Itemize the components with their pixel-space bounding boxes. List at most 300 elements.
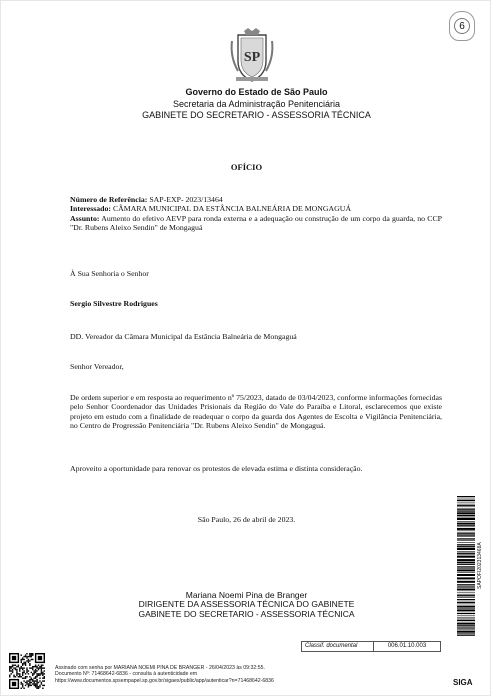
qr-module: [32, 669, 33, 670]
qr-module: [19, 667, 20, 668]
qr-module: [35, 685, 36, 686]
qr-module: [32, 680, 33, 681]
qr-module: [23, 667, 24, 668]
barcode-bar: [457, 613, 475, 614]
qr-module: [25, 663, 26, 664]
qr-module: [36, 675, 37, 676]
qr-module: [31, 672, 32, 673]
barcode-bar: [457, 528, 475, 530]
barcode-bar: [457, 633, 475, 634]
qr-module: [22, 675, 23, 676]
qr-module: [29, 683, 30, 684]
qr-module: [36, 686, 37, 687]
qr-module: [25, 654, 26, 655]
qr-module: [26, 676, 27, 677]
qr-module: [22, 657, 23, 658]
reference-number: [70, 195, 442, 204]
qr-module: [19, 673, 20, 674]
qr-module: [39, 680, 40, 681]
signer-name: Mariana Noemi Pina de Branger: [185, 590, 308, 600]
qr-module: [32, 659, 33, 660]
qr-module: [36, 679, 37, 680]
qr-module: [41, 667, 42, 668]
qr-module: [28, 662, 29, 663]
qr-module: [38, 682, 39, 683]
qr-module: [23, 680, 24, 681]
interested-value: CÂMARA MUNICIPAL DA ESTÂNCIA BALNEÁRIA DE MONGAGUÁ: [111, 204, 352, 213]
qr-module: [29, 654, 30, 655]
qr-module: [9, 667, 10, 668]
page-number: 6: [454, 18, 470, 34]
qr-module: [22, 683, 23, 684]
qr-module: [13, 676, 14, 677]
qr-module: [23, 659, 24, 660]
recipient-name: Sergio Silvestre Rodrigues: [70, 299, 158, 308]
barcode-bar: [457, 604, 475, 605]
qr-module: [22, 686, 23, 687]
barcode-bar: [457, 499, 475, 500]
barcode-bar: [457, 589, 475, 591]
barcode-bar: [457, 559, 475, 561]
qr-module: [38, 673, 39, 674]
barcode-bar: [457, 564, 475, 565]
qr-module: [38, 665, 39, 666]
barcode-bar: [457, 540, 475, 541]
reference-label: Número de Referência:: [70, 195, 148, 204]
footer-line-2: Documento Nº: 71468642-6836 - consulta à autenticidade em: [55, 671, 198, 678]
barcode-bar: [457, 496, 475, 497]
barcode-bar: [457, 555, 475, 556]
qr-module: [13, 667, 14, 668]
subject-label: Assunto:: [70, 214, 100, 223]
qr-module: [41, 683, 42, 684]
barcode-bar: [457, 587, 475, 588]
footer-line-1: Assinado com senha por MARIANA NOEMI PINA DE BRANGER - 26/04/2023 às 09:32:55.: [55, 665, 265, 671]
qr-module: [29, 653, 30, 654]
qr-module: [29, 660, 30, 661]
qr-module: [29, 680, 30, 681]
qr-module: [42, 673, 43, 674]
qr-module: [21, 688, 22, 689]
qr-module: [9, 666, 10, 667]
qr-module: [19, 669, 20, 670]
qr-module: [39, 667, 40, 668]
barcode-bar: [457, 510, 475, 511]
qr-module: [10, 670, 11, 671]
qr-module: [36, 683, 37, 684]
barcode-bar: [457, 536, 475, 537]
qr-finder-module: [38, 656, 42, 660]
interested-party: [70, 204, 442, 213]
barcode-bar: [457, 608, 475, 609]
qr-module: [35, 683, 36, 684]
qr-module: [22, 665, 23, 666]
qr-module: [26, 670, 27, 671]
sao-paulo-coat-of-arms-icon: [228, 27, 276, 83]
qr-module: [42, 688, 43, 689]
qr-module: [26, 680, 27, 681]
qr-module: [36, 676, 37, 677]
siga-logo: SIGA: [453, 678, 473, 687]
qr-module: [38, 675, 39, 676]
barcode-bar: [457, 597, 475, 598]
qr-module: [44, 670, 45, 671]
barcode-bar: [457, 546, 475, 547]
barcode-bar: [457, 628, 475, 629]
qr-module: [29, 682, 30, 683]
header-secretariat: Secretaria da Administração Penitenciária: [172, 99, 341, 109]
qr-module: [33, 677, 34, 678]
qr-module: [13, 675, 14, 676]
qr-module: [39, 673, 40, 674]
qr-module: [31, 677, 32, 678]
barcode-bar: [457, 619, 475, 620]
qr-module: [25, 677, 26, 678]
barcode-bar: [457, 509, 475, 510]
qr-module: [16, 669, 17, 670]
qr-module: [31, 667, 32, 668]
barcode-bar: [457, 523, 475, 525]
barcode-bar: [457, 517, 475, 518]
qr-module: [26, 657, 27, 658]
barcode-bar: [457, 525, 475, 526]
qr-module: [10, 667, 11, 668]
subject-value: Aumento do efetivo AEVP para ronda externa e a adequação ou construção de um corpo da guarda, no CCP "Dr. Rubens Aleixo Sendin" de Mongaguá: [70, 214, 442, 233]
qr-module: [23, 688, 24, 689]
qr-module: [23, 663, 24, 664]
qr-module: [22, 669, 23, 670]
qr-module: [18, 676, 19, 677]
qr-module: [23, 670, 24, 671]
barcode-bar: [457, 507, 475, 508]
barcode-bar: [457, 584, 475, 585]
qr-module: [21, 662, 22, 663]
body-paragraph-1: De ordem superior e em resposta ao requerimento nº 75/2023, datado de 03/04/2023, conforme informações fornecidas pelo Senhor Coordenador das Unidades Prisionais da Região do Vale do Paraíba e Litoral, esclarecemos que existe projeto em estudo com a finalidade de readequar o corpo da guarda dos Agentes de Escolta e Vigilância Penitenciária, no Centro de Progressão Penitenciária "Dr. Rubens Aleixo Sendin" de Mongaguá.: [70, 393, 442, 431]
qr-module: [31, 679, 32, 680]
qr-module: [28, 656, 29, 657]
qr-module: [33, 685, 34, 686]
classification-label: Classif. documental: [301, 641, 374, 652]
qr-module: [21, 666, 22, 667]
barcode-bar: [457, 625, 475, 626]
qr-module: [35, 676, 36, 677]
qr-module: [19, 675, 20, 676]
qr-module: [10, 673, 11, 674]
qr-module: [21, 660, 22, 661]
qr-module: [25, 665, 26, 666]
qr-module: [39, 675, 40, 676]
qr-module: [23, 662, 24, 663]
qr-module: [9, 670, 10, 671]
qr-finder-module: [12, 656, 16, 660]
qr-module: [36, 667, 37, 668]
qr-module: [36, 673, 37, 674]
qr-module: [21, 683, 22, 684]
qr-module: [35, 665, 36, 666]
qr-module: [41, 673, 42, 674]
qr-module: [33, 680, 34, 681]
qr-module: [35, 677, 36, 678]
qr-module: [28, 680, 29, 681]
qr-module: [32, 675, 33, 676]
barcode-bar: [457, 635, 475, 636]
qr-module: [42, 680, 43, 681]
qr-module: [31, 685, 32, 686]
qr-module: [33, 672, 34, 673]
qr-module: [41, 665, 42, 666]
recipient-title: DD. Vereador da Câmara Municipal da Estância Balneária de Mongaguá: [70, 332, 297, 341]
subject: [70, 214, 442, 233]
qr-module: [44, 673, 45, 674]
qr-module: [44, 676, 45, 677]
qr-module: [38, 667, 39, 668]
interested-label: Interessado:: [70, 204, 112, 213]
qr-module: [9, 669, 10, 670]
qr-module: [15, 676, 16, 677]
signer-role: DIRIGENTE DA ASSESSORIA TÉCNICA DO GABINETE: [138, 599, 355, 609]
qr-module: [28, 683, 29, 684]
barcode-text: SAPOFI202313468A: [477, 542, 483, 590]
classification-value: 006.01.10.003: [374, 641, 441, 652]
barcode-bar: [457, 616, 475, 617]
qr-module: [29, 679, 30, 680]
qr-module: [26, 653, 27, 654]
qr-module: [25, 685, 26, 686]
barcode-bar: [457, 548, 475, 550]
qr-module: [22, 685, 23, 686]
qr-module: [28, 659, 29, 660]
qr-module: [19, 676, 20, 677]
qr-module: [31, 659, 32, 660]
qr-module: [42, 675, 43, 676]
qr-module: [38, 669, 39, 670]
place-date: São Paulo, 26 de abril de 2023.: [197, 515, 296, 524]
qr-module: [39, 666, 40, 667]
qr-module: [16, 673, 17, 674]
qr-module: [23, 677, 24, 678]
qr-module: [39, 677, 40, 678]
qr-module: [25, 682, 26, 683]
barcode-bar: [457, 534, 475, 535]
qr-module: [33, 682, 34, 683]
qr-module: [35, 670, 36, 671]
barcode-bar: [457, 566, 475, 567]
qr-module: [16, 670, 17, 671]
qr-module: [22, 673, 23, 674]
barcode-bar: [457, 620, 475, 621]
barcode-bar: [457, 544, 475, 545]
qr-module: [26, 682, 27, 683]
qr-module: [26, 656, 27, 657]
qr-module: [22, 667, 23, 668]
qr-module: [33, 683, 34, 684]
qr-module: [32, 673, 33, 674]
barcode-bar: [457, 521, 475, 522]
barcode-bar: [457, 518, 475, 520]
qr-module: [33, 666, 34, 667]
barcode-bar: [457, 618, 475, 619]
qr-module: [29, 665, 30, 666]
barcode-bar: [457, 572, 475, 573]
qr-module: [9, 675, 10, 676]
barcode-bar: [457, 606, 475, 608]
qr-module: [25, 676, 26, 677]
qr-module: [29, 667, 30, 668]
header-government: Governo do Estado de São Paulo: [185, 87, 328, 97]
qr-module: [42, 665, 43, 666]
qr-module: [25, 656, 26, 657]
barcode-bar: [457, 594, 475, 595]
qr-module: [12, 669, 13, 670]
qr-finder-module: [12, 682, 16, 686]
barcode-bar: [457, 581, 475, 583]
qr-module: [21, 659, 22, 660]
qr-module: [36, 670, 37, 671]
qr-module: [42, 685, 43, 686]
barcode-bar: [457, 631, 475, 633]
qr-module: [33, 673, 34, 674]
footer-verification-link[interactable]: https://www.documentos.spsempapel.sp.gov.br/sigaex/public/app/autenticar?n=71468642-6836: [55, 677, 274, 684]
qr-module: [21, 654, 22, 655]
qr-module: [36, 688, 37, 689]
barcode-bar: [457, 574, 475, 576]
qr-module: [35, 672, 36, 673]
qr-module: [21, 667, 22, 668]
barcode-bar: [457, 592, 475, 593]
signature-footer: [55, 665, 395, 684]
qr-module: [16, 675, 17, 676]
qr-module: [12, 666, 13, 667]
qr-module: [36, 666, 37, 667]
qr-module: [41, 669, 42, 670]
barcode-bar: [457, 531, 475, 532]
qr-module: [28, 685, 29, 686]
qr-module: [35, 666, 36, 667]
reference-value: SAP-EXP- 2023/13464: [147, 195, 223, 204]
barcode-bar: [457, 515, 475, 516]
qr-module: [15, 667, 16, 668]
document-title: OFÍCIO: [230, 162, 263, 172]
qr-module: [29, 676, 30, 677]
qr-module: [33, 670, 34, 671]
signer-unit: GABINETE DO SECRETARIO - ASSESSORIA TÉCNICA: [138, 609, 355, 619]
qr-module: [12, 672, 13, 673]
barcode-bar: [457, 577, 475, 579]
qr-module: [44, 677, 45, 678]
qr-module: [26, 667, 27, 668]
qr-module: [44, 680, 45, 681]
qr-module: [35, 669, 36, 670]
qr-module: [35, 680, 36, 681]
qr-module: [36, 682, 37, 683]
qr-module: [26, 683, 27, 684]
qr-module: [9, 676, 10, 677]
qr-module: [15, 665, 16, 666]
barcode-bar: [457, 538, 475, 539]
barcode-bar: [457, 623, 475, 625]
qr-module: [36, 685, 37, 686]
qr-module: [29, 656, 30, 657]
barcode-bar: [457, 505, 475, 506]
qr-module: [35, 686, 36, 687]
qr-module: [31, 656, 32, 657]
barcode-bar: [457, 553, 475, 554]
qr-module: [21, 682, 22, 683]
qr-module: [41, 672, 42, 673]
qr-module: [16, 666, 17, 667]
qr-module: [18, 673, 19, 674]
greeting: Senhor Vereador,: [70, 362, 124, 371]
qr-module: [29, 663, 30, 664]
qr-module: [12, 670, 13, 671]
qr-module: [29, 685, 30, 686]
qr-module: [41, 666, 42, 667]
qr-module: [15, 669, 16, 670]
barcode-bar: [457, 595, 475, 596]
qr-module: [31, 654, 32, 655]
qr-module: [26, 672, 27, 673]
qr-module: [31, 653, 32, 654]
qr-module: [25, 673, 26, 674]
qr-module: [42, 667, 43, 668]
qr-module: [44, 685, 45, 686]
qr-module: [32, 683, 33, 684]
barcode-bar: [457, 503, 475, 504]
qr-module: [10, 666, 11, 667]
qr-module: [32, 666, 33, 667]
qr-module: [22, 677, 23, 678]
qr-module: [22, 659, 23, 660]
qr-module: [19, 670, 20, 671]
qr-module: [12, 665, 13, 666]
qr-module: [38, 686, 39, 687]
qr-module: [32, 667, 33, 668]
qr-code-icon[interactable]: [9, 653, 45, 689]
qr-module: [23, 672, 24, 673]
qr-module: [22, 663, 23, 664]
barcode-bar: [457, 586, 475, 587]
barcode-bar: [457, 556, 475, 558]
barcode-bar: [457, 542, 475, 543]
qr-module: [31, 682, 32, 683]
qr-module: [28, 660, 29, 661]
qr-module: [44, 667, 45, 668]
barcode-bar: [457, 627, 475, 628]
qr-module: [18, 666, 19, 667]
qr-module: [41, 670, 42, 671]
qr-module: [25, 662, 26, 663]
qr-module: [21, 676, 22, 677]
qr-module: [13, 665, 14, 666]
qr-module: [28, 686, 29, 687]
qr-module: [26, 669, 27, 670]
barcode-bar: [457, 500, 475, 501]
barcode-bar: [457, 569, 475, 571]
classification-box: [301, 641, 441, 652]
qr-module: [28, 670, 29, 671]
barcode-icon: [457, 496, 475, 636]
qr-module: [32, 654, 33, 655]
qr-module: [32, 679, 33, 680]
qr-module: [41, 682, 42, 683]
qr-module: [28, 673, 29, 674]
barcode-bar: [457, 568, 475, 569]
barcode-bar: [457, 551, 475, 552]
qr-module: [39, 685, 40, 686]
barcode-bar: [457, 609, 475, 611]
barcode-bar: [457, 630, 475, 631]
barcode-bar: [457, 533, 475, 534]
